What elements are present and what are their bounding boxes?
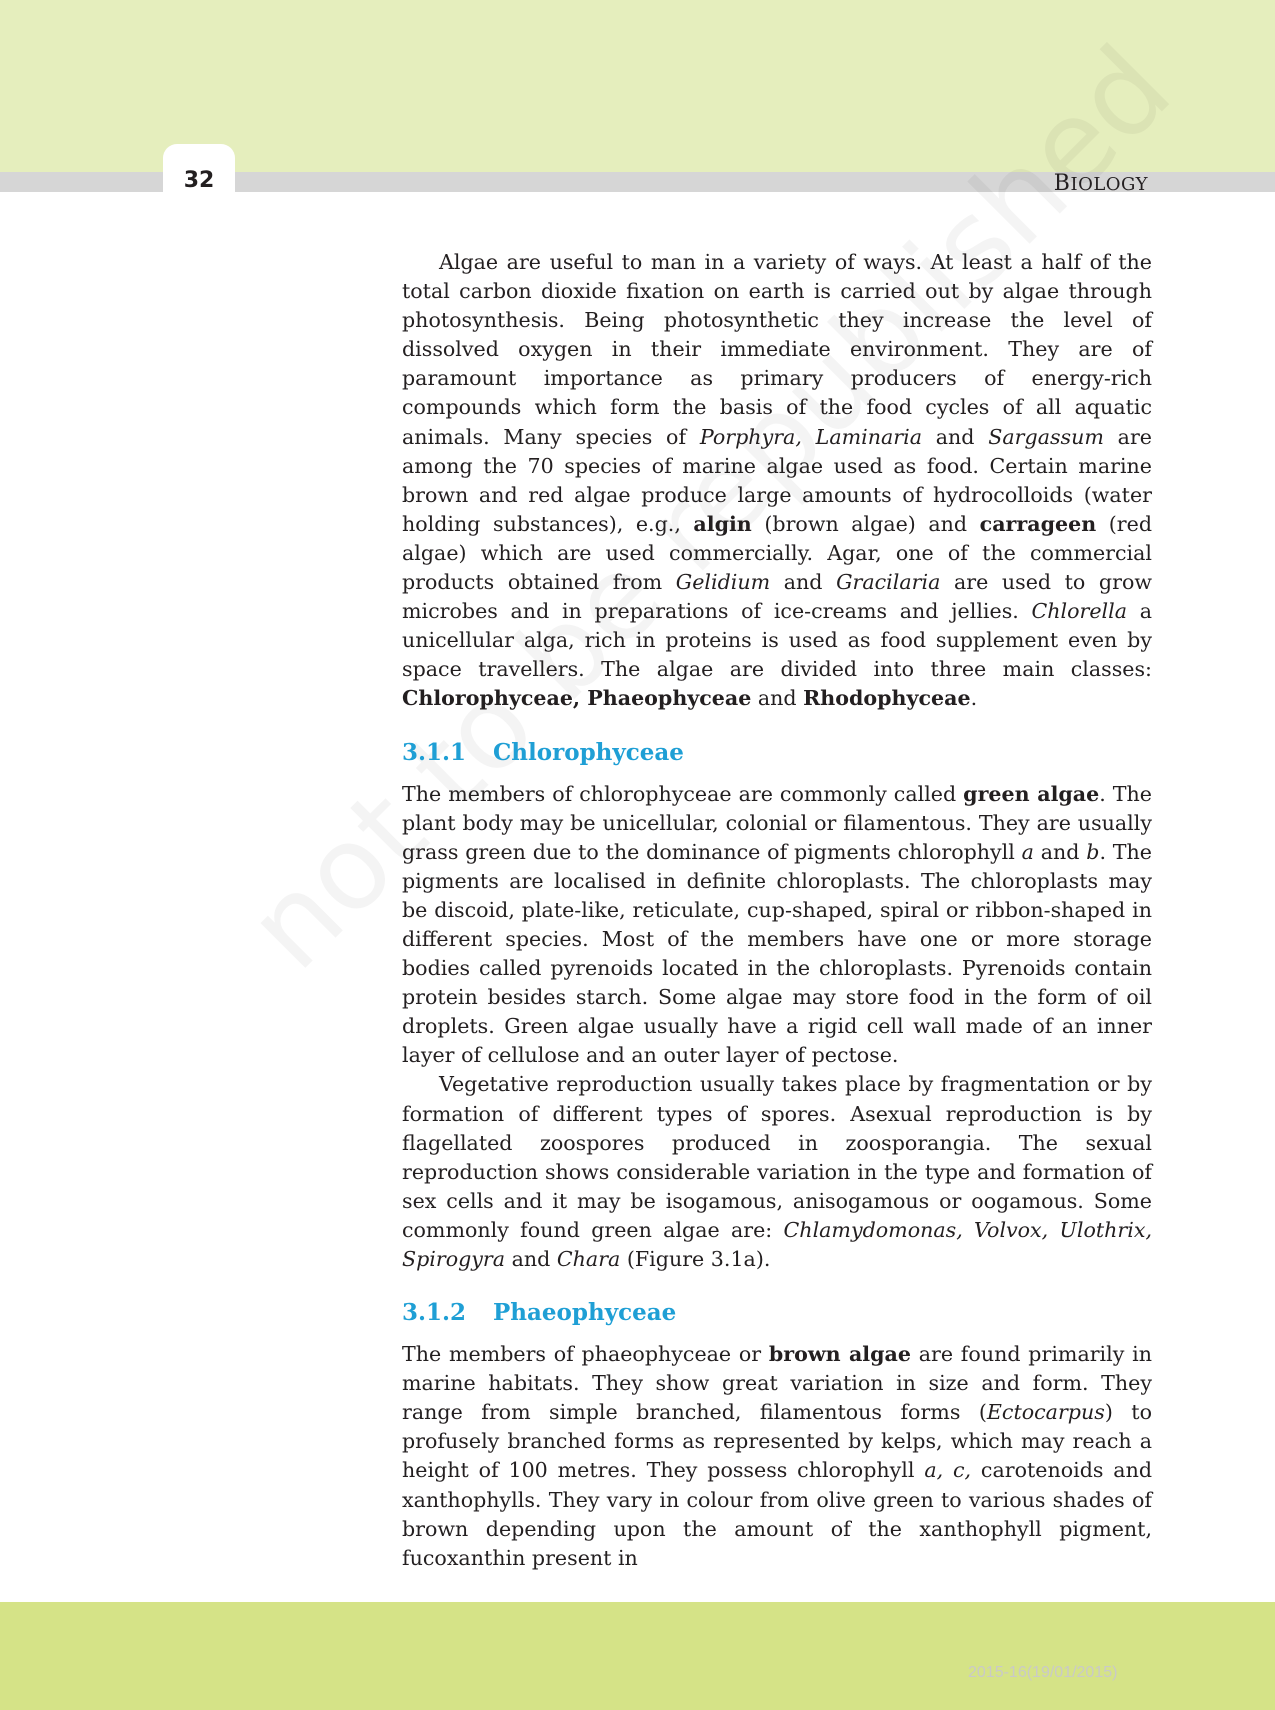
section-title: Phaeophyceae <box>493 1299 677 1327</box>
s1p1-text-1: The members of chlorophyceae are commonly called <box>402 781 964 806</box>
intro-text-7: are used to grow microbes and in preparations of ice-creams and jellies. <box>402 570 1152 624</box>
s1p1-text-4: . The pigments are localised in definite chloroplasts. The chloroplasts may be discoid, plate-like, reticulate, cup-shaped, spiral or ribbon-shaped in different species. Most of the members have one or more storage bodies called pyrenoids located in the chloroplasts. Pyrenoids contain protein besides starch. Some algae may store food in the form of oil droplets. Green algae usually have a rigid cell wall made of an inner layer of cellulose and an outer layer of pectose. <box>402 839 1152 1068</box>
section-number: 3.1.2 <box>402 1299 467 1327</box>
s1p1-text-3: and <box>1033 839 1087 864</box>
term-algin: algin <box>693 511 752 536</box>
page-body <box>402 248 1152 1573</box>
term-laminaria: Laminaria <box>815 424 922 449</box>
page-number: 32 <box>183 168 215 193</box>
s2p1-text-4: carotenoids and xanthophylls. They vary in colour from olive green to various shades of brown depending upon the amount of the xanthophyll pigment, fucoxanthin present in <box>402 1458 1153 1570</box>
term-gelidium: Gelidium <box>675 570 771 595</box>
term-chlorophyll-b: b <box>1086 839 1100 864</box>
chlorophyceae-paragraph-1 <box>402 780 1152 1071</box>
term-chlorophyceae-phaeophyceae: Chlorophyceae, Phaeophyceae <box>402 686 752 711</box>
term-sargassum: Sargassum <box>988 424 1104 449</box>
intro-text-1: Algae are useful to man in a variety of ways. At least a half of the total carbon dioxide fixation on earth is carried out by algae through photosynthesis. Being photosynthetic they increase the level of dissolved oxygen in their immediate environment. They are of paramount importance as primary producers of energy-rich compounds which form the basis of the food cycles of all aquatic animals. Many species of <box>402 250 1152 449</box>
term-gracilaria: Gracilaria <box>836 570 941 595</box>
section-title: Chlorophyceae <box>493 738 684 766</box>
s1p2-text-2: and <box>505 1247 557 1271</box>
s1p2-text-1: Vegetative reproduction usually takes place by fragmentation or by formation of different types of spores. Asexual reproduction is by flagellated zoospores produced in zoosporangia. The sexual reproduction shows considerable variation in the type and formation of sex cells and it may be isogamous, anisogamous or oogamous. Some commonly found green algae are: <box>402 1072 1152 1242</box>
chlorophyceae-paragraph-2 <box>402 1070 1152 1274</box>
section-heading-phaeophyceae <box>402 1298 1152 1328</box>
term-chlorella: Chlorella <box>1031 599 1128 624</box>
running-head-rest: IOLOGY <box>1070 174 1148 195</box>
s2p1-text-2: are found primarily in marine habitats. They show great variation in size and form. They range from simple branched, filamentous forms ( <box>402 1342 1152 1425</box>
term-ectocarpus: Ectocarpus <box>986 1400 1105 1425</box>
term-brown-algae: brown algae <box>768 1342 911 1367</box>
section-heading-chlorophyceae <box>402 738 1152 768</box>
s2p1-text-1: The members of phaeophyceae or <box>402 1342 769 1367</box>
section-number: 3.1.1 <box>402 738 467 766</box>
s2p1-text-3: ) to profusely branched forms as represented by kelps, which may reach a height of 100 metres. They possess chlorophyll <box>402 1400 1152 1483</box>
intro-text-5: (red algae) which are used commercially. Agar, one of the commercial products obtained from <box>402 511 1152 595</box>
intro-text-2: and <box>921 424 989 449</box>
term-green-algae-species: Chlamydomonas, Volvox, Ulothrix, Spirogyra <box>402 1217 1152 1271</box>
intro-text-8: a unicellular alga, rich in proteins is used as food supplement even by space travellers. The algae are divided into three main classes: <box>402 599 1152 682</box>
s1p1-text-2: . The plant body may be unicellular, colonial or filamentous. They are usually grass green due to the dominance of pigments chlorophyll <box>402 781 1152 864</box>
term-porphyra: Porphyra, <box>699 424 802 449</box>
intro-text-10: . <box>970 686 978 711</box>
intro-text-9: and <box>751 686 804 711</box>
intro-text-6: and <box>770 570 837 595</box>
intro-text-3: are among the 70 species of marine algae used as food. Certain marine brown and red algae produce large amounts of hydrocolloids (water holding substances), e.g., <box>402 424 1152 536</box>
term-green-algae: green algae <box>963 781 1100 806</box>
term-chlorophyll-ac: a, c, <box>924 1458 972 1483</box>
term-chara: Chara <box>556 1247 621 1271</box>
s1p2-text-3: (Figure 3.1a). <box>620 1247 771 1271</box>
bottom-color-band <box>0 1602 1275 1710</box>
running-head-initial: B <box>1053 171 1071 196</box>
footer-date: 2015-16(19/01/2015) <box>968 1664 1118 1681</box>
term-carrageen: carrageen <box>979 511 1097 536</box>
intro-paragraph <box>402 248 1152 714</box>
term-chlorophyll-a: a <box>1021 839 1034 864</box>
phaeophyceae-paragraph-1 <box>402 1340 1152 1573</box>
term-rhodophyceae: Rhodophyceae <box>803 686 971 711</box>
intro-text-4: (brown algae) and <box>751 511 980 536</box>
